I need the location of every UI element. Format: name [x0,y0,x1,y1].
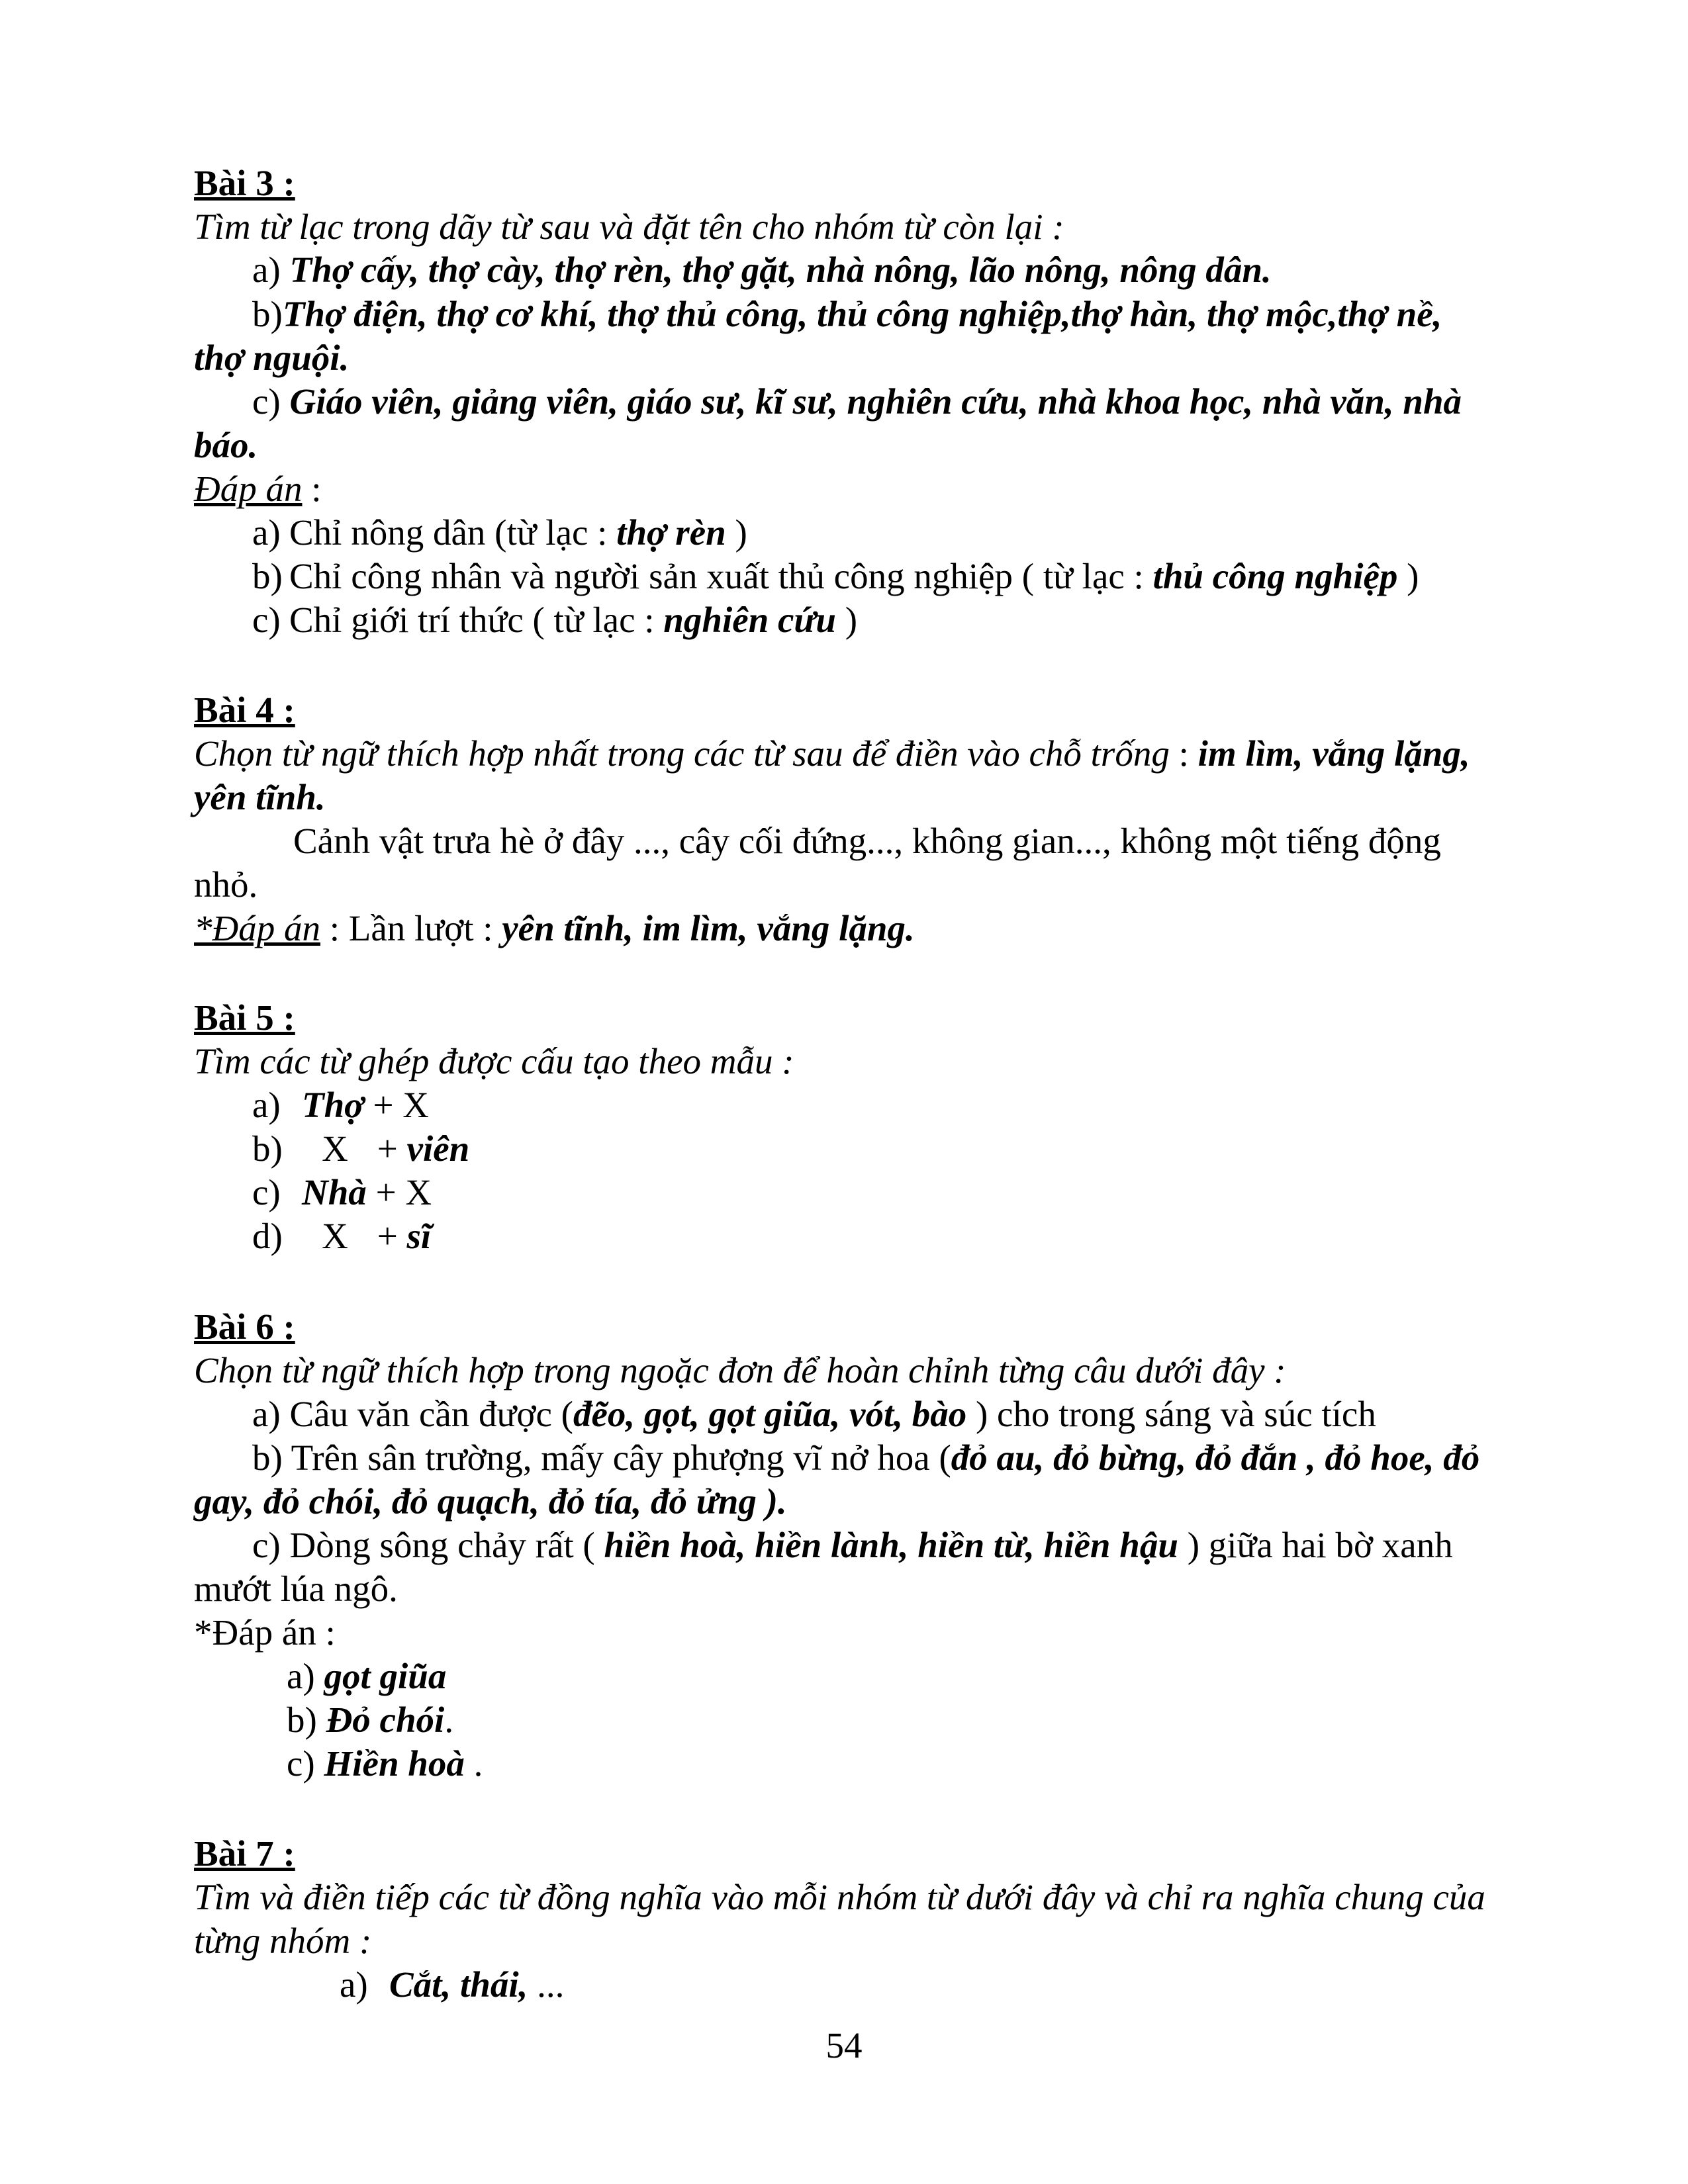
answer-label: Đáp án [194,469,303,509]
prompt-words: im lìm, vắng lặng, [1197,733,1470,774]
item-label: c) [252,1172,281,1212]
answer-post: . [464,1743,483,1784]
item-left: X [322,1216,348,1256]
bai5-item-d [194,1214,1636,1258]
bai5-item-b [194,1127,1636,1171]
item-op: + [368,1216,407,1256]
item-right: X [405,1172,432,1212]
bai5-item-a [194,1083,1636,1127]
bai7-item-a [194,1963,1688,2007]
bai4-sentence: Cảnh vật trưa hè ở đây ..., cây cối đứng..., không gian..., không một tiếng động [293,821,1441,861]
item-post: ... [528,1964,565,2005]
item-label: c) [287,1743,324,1784]
item-label: b) [252,294,283,334]
bai6-prompt: Chọn từ ngữ thích hợp trong ngoặc đơn để hoàn chỉnh từng câu dưới đây : [194,1350,1286,1390]
item-label: b) [252,1128,283,1169]
bai6-answer-b [194,1698,1670,1742]
bai3-item-c-cont: báo. [194,425,258,465]
bai3-answer-a [194,511,1636,555]
answer-words: yên tĩnh, im lìm, vắng lặng. [502,908,915,948]
bai3-item-c [194,380,1636,424]
answer-post: . [444,1700,454,1740]
bai6-item-b [194,1436,1636,1480]
bai4-prompt [194,732,1577,776]
item-text: Thợ điện, thợ cơ khí, thợ thủ công, thủ công nghiệp,thợ hàn, thợ mộc,thợ nề, [282,294,1442,334]
item-label: d) [252,1216,283,1256]
prompt-colon: : [1169,733,1198,774]
item-text: Thợ cấy, thợ cày, thợ rèn, thợ gặt, nhà nông, lão nông, nông dân. [289,250,1272,290]
item-left: X [322,1128,348,1169]
item-words: hiền hoà, hiền lành, hiền từ, hiền hậu [604,1525,1178,1565]
bai6-answer-label: *Đáp án : [194,1612,336,1653]
bai3-item-a [194,248,1636,292]
item-text: a) Câu văn cần được ( [252,1394,573,1434]
item-post: ) giữa hai bờ xanh [1178,1525,1453,1565]
prompt-text: Chọn từ ngữ thích hợp nhất trong các từ sau để điền vào chỗ trống [194,733,1170,774]
item-right: sĩ [406,1216,432,1256]
item-label: a) [252,250,281,290]
item-post: ) cho trong sáng và súc tích [966,1394,1376,1434]
bai4-answer [194,907,1577,950]
bai3-prompt: Tìm từ lạc trong dãy từ sau và đặt tên cho nhóm từ còn lại : [194,206,1064,247]
bai7-heading: Bài 7 : [194,1833,295,1874]
item-label: a) [340,1964,368,2005]
item-left: Nhà [302,1172,367,1212]
answer-text: Chỉ nông dân (từ lạc : [289,512,617,553]
bai7-prompt: Tìm và điền tiếp các từ đồng nghĩa vào mỗi nhóm từ dưới đây và chỉ ra nghĩa chung của [194,1877,1485,1917]
item-right: viên [406,1128,470,1169]
item-label: a) [287,1656,324,1696]
answer-colon: : [302,469,322,509]
item-words: đẽo, gọt, gọt giũa, vót, bào [573,1394,967,1434]
bai3-item-b-cont: thợ nguội. [194,338,350,378]
bai5-item-c [194,1171,1636,1214]
item-text: b) Trên sân trường, mấy cây phượng vĩ nở hoa ( [252,1437,951,1478]
item-label: a) [252,1085,281,1125]
item-label: c) [252,600,281,640]
bai6-answer-c [194,1742,1670,1786]
answer-word: thợ rèn [616,512,726,553]
item-op: + [366,1172,406,1212]
answer-word: gọt giũa [324,1656,447,1696]
answer-word: Đỏ chói [326,1700,445,1740]
item-right: X [402,1085,429,1125]
bai3-answer-b [194,555,1636,598]
item-label: a) [252,512,281,553]
item-text: Cắt, thái, [389,1964,528,2005]
item-op: + [363,1085,403,1125]
answer-post: ) [726,512,747,553]
answer-label: *Đáp án [194,908,320,948]
bai3-answer-c [194,598,1636,642]
bai6-answer-a [194,1655,1670,1698]
bai4-prompt-cont: yên tĩnh. [194,777,326,817]
bai5-heading: Bài 5 : [194,997,295,1038]
item-label: c) [252,381,281,422]
item-text: c) Dòng sông chảy rất ( [252,1525,604,1565]
item-words: đỏ au, đỏ bừng, đỏ đắn , đỏ hoe, đỏ [951,1437,1480,1478]
bai4-heading: Bài 4 : [194,690,295,730]
bai6-item-a [194,1392,1636,1436]
bai3-item-b [194,293,1636,336]
answer-pre: : Lần lượt : [320,908,502,948]
item-label: b) [252,556,283,596]
bai6-item-c [194,1524,1636,1567]
answer-post: ) [1397,556,1419,596]
answer-word: thủ công nghiệp [1152,556,1398,596]
bai6-item-b-cont: gay, đỏ chói, đỏ quạch, đỏ tía, đỏ ửng ). [194,1481,787,1522]
item-left: Thợ [302,1085,364,1125]
page-number: 54 [825,2025,863,2066]
bai3-heading: Bài 3 : [194,163,295,203]
bai4-sentence-cont: nhỏ. [194,864,258,905]
answer-word: nghiên cứu [663,600,836,640]
bai3-answer-label [194,467,1577,511]
answer-word: Hiền hoà [324,1743,465,1784]
bai7-prompt-cont: từng nhóm : [194,1921,372,1961]
item-label: b) [287,1700,326,1740]
bai6-item-c-cont: mướt lúa ngô. [194,1569,398,1609]
item-text: Giáo viên, giảng viên, giáo sư, kĩ sư, nghiên cứu, nhà khoa học, nhà văn, nhà [289,381,1462,422]
answer-text: Chỉ công nhân và người sản xuất thủ công nghiệp ( từ lạc : [289,556,1153,596]
answer-text: Chỉ giới trí thức ( từ lạc : [289,600,664,640]
answer-post: ) [835,600,858,640]
item-op: + [368,1128,407,1169]
bai5-prompt: Tìm các từ ghép được cấu tạo theo mẫu : [194,1041,794,1081]
bai6-heading: Bài 6 : [194,1306,295,1347]
